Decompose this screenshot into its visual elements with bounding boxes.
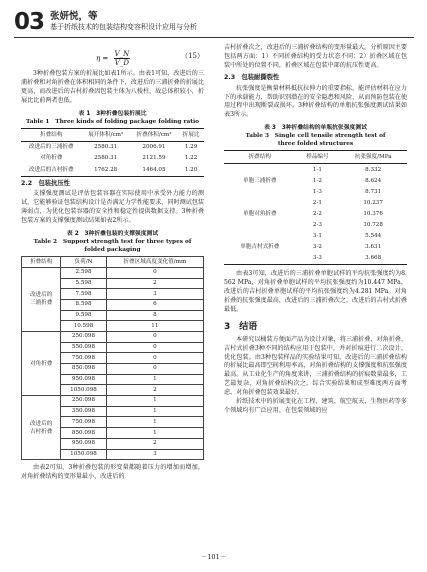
table-cell: 3-1 [312,233,322,240]
table3-caption-en-line2: three folded structures [277,140,354,147]
table-cell: 2121.59 [142,155,166,162]
table3-tensile-strength [224,150,407,265]
table-header-cell: 折叠结构 [21,129,82,142]
paragraph-folding-ratio: 3种折叠包装方案的折展比如表1所示。由表1可知，改进后的三浦折叠和对角折叠在体积相同的条件下，改进后的三浦折叠的折展比更高，而改进后的吉村折叠因包装主体为八棱柱，故总体积较小，折展比比前两者也低。 [21,70,204,104]
table2-group-name [22,267,61,331]
table-header-cell: 样品编号 [296,151,340,164]
table-cell: 1 [106,417,203,428]
table-cell: 7.598 [61,289,106,300]
table-cell: 3.668 [365,255,382,262]
table-cell: 2-1 [312,199,322,206]
table-header-cell: 负荷/N [61,257,106,268]
table-cell: 2 [106,278,203,289]
table2-group-name [22,331,61,395]
table-cell: 改进后的三浦折叠 [28,144,74,151]
table-cell: 6 [106,299,203,310]
table-cell: 8.598 [61,299,106,310]
table-header-cell: 折叠区域高度变化值/mm [106,257,203,268]
table-cell: 3-3 [312,255,322,262]
running-head-article-title: 基于折纸技术的包装结构变容积设计应用与分析 [50,23,197,31]
table-cell: 1 [106,428,203,439]
running-head-authors: 张妍悦，等 [50,11,98,22]
table-cell: 2006.91 [142,144,166,151]
table-cell: 0 [106,267,203,278]
table-cell: 10.598 [61,321,106,332]
table1-folding-ratio [21,128,204,176]
table-cell: 3 [106,449,203,460]
table-cell: 1-2 [312,177,322,184]
table-cell: 750.098 [61,417,106,428]
table3-caption-cn: 表 3 3种折叠结构的单瓶抗张强度测试 [264,125,367,132]
table-cell: 8 [106,310,203,321]
equation-numerator: V_N [114,50,130,58]
table-cell: 950.098 [61,374,106,385]
table-cell: 10.376 [363,210,383,217]
table-cell: 对角折叠 [40,155,63,162]
table-cell: 350.098 [61,406,106,417]
table-cell: 3 [106,289,203,300]
table-cell: 9.598 [61,310,106,321]
paragraph-outlook: 折纸技术中的折展变化在工程、建筑、航空航天、生物医药等多个领域均有广泛应用，在包装领域的应 [224,398,407,414]
table-cell: 2-2 [312,210,322,217]
table-cell: 1.29 [184,144,198,151]
table2-group-name [22,396,61,460]
paragraph-table2-analysis: 由表2可知，3种折叠包装的形变量都随着压力的增加而增加，对角折叠结构的变形量最小，改进后的 [21,464,204,481]
equation-fraction [114,50,131,67]
equation-denominator: V_D [114,59,129,67]
table-cell: 10.237 [363,199,383,206]
table2-caption-en [21,239,204,254]
table-cell: 0 [106,353,203,364]
table-cell: 1762.28 [94,166,118,173]
table-header-row [224,151,407,164]
table-cell: 10.728 [363,222,383,228]
section-heading-2-2: 2.2 包装抗压性 [21,179,70,187]
table-cell: 1464.05 [142,166,166,173]
table-cell: 1-1 [312,166,322,173]
table1-caption-en: Table 1 Three kinds of folding package folding ratio [25,118,200,125]
equation-number: （15） [181,52,204,60]
group-name-line2: 三浦折叠 [29,300,53,307]
table-cell: 1 [106,396,203,407]
equation-lhs: η = [96,54,109,63]
table3-caption-en [224,133,407,148]
table-cell: 250.098 [61,396,106,407]
table-row [21,142,204,154]
table-cell: 8.731 [365,188,382,195]
paragraph-conclusion: 本研究以桶装方便面产品为设计对象，将三浦折叠、对角折叠、吉村式折叠3种不同的结构应用于包装中，并对折痕进行二次设计、优化包装。由3种包装样品的实验结果可知，改进后的三浦折叠结构的折展比最高即空间利用率高，对角折叠结构的支撑强度和抗张强度最高。从工业化生产的角度来讲，三浦折叠结构的折痕数量最多，工艺最复杂，对角折叠结构次之。综合实验结果和成型难度两方面考虑，对角折叠包装效果最好。 [224,335,407,397]
table-cell: 3-2 [312,244,322,251]
table-cell: 2-3 [312,222,322,228]
table-row [21,153,204,164]
table-cell: 850.098 [61,428,106,439]
header-rule [14,37,414,38]
table-cell: 0 [106,331,203,342]
table-cell: 5.544 [365,233,382,240]
table-cell: 0 [106,342,203,353]
table-row [224,198,407,209]
paragraph-table3-analysis: 由表3可知，改进后的三浦折叠单胞试样的平均抗张强度约为8.562 MPa，对角折叠单胞试样的平均抗张强度约为10.447 MPa，改进后的吉村折叠单胞试样的平均抗张强度约为4.281 MPa。对角折叠的抗张强度最高，改进后的三浦折叠次之，改进后的吉村式折叠最低。 [224,270,407,313]
table3-group-name: 单胞三浦折叠 [242,177,277,184]
left-column [21,44,204,482]
table-row [21,164,204,176]
table-cell: 1 [106,406,203,417]
table-row [224,164,407,176]
table3-group-name: 单胞吉村式折叠 [240,244,280,251]
table-cell: 250.098 [61,331,106,342]
table-cell: 2580.31 [94,155,118,162]
table-cell: 11 [106,321,203,332]
table-cell: 2 [106,438,203,449]
right-column [224,44,407,416]
table-cell: 1 [106,374,203,385]
table-cell: 8.332 [365,166,382,173]
paragraph-deformation-reasons: 吉村折叠次之，改进后的三浦折叠结构的变形量最大。分析原因主要包括两方面：1）不同折叠结构的受力状态不同；2）折叠区域在包装中所处的位置不同，折叠区域在包装中部的抗压性更高。 [224,44,407,69]
table-cell: 850.098 [61,364,106,375]
table-header-row [21,129,204,142]
table-header-cell: 展开体积/cm³ [82,129,130,142]
table-cell: 2.598 [61,267,106,278]
group-name-line1: 改进后的 [29,292,53,299]
table3-group-name: 单胞对角折叠 [242,210,277,217]
table2-caption-en-line1: Table 2 Support strength test for three types of [33,238,192,245]
table-cell: 550.098 [61,342,106,353]
table2-caption-cn: 表 2 3种折叠包装的支撑强度测试 [66,231,159,238]
table-cell: 750.098 [61,353,106,364]
table-header-cell: 折叠结构 [224,151,296,164]
table-cell: 1-3 [312,188,322,195]
section-heading-3-conclusion: 3 结语 [224,321,258,332]
table-row [22,331,204,342]
group-name-line1: 对角折叠 [29,360,53,367]
table2-support-strength [21,256,204,460]
table-cell: 2580.31 [94,144,118,151]
table-header-cell: 折叠体积/cm³ [130,129,178,142]
table-header-cell: 折叠结构 [22,257,61,268]
table-header-row [22,257,204,268]
paragraph-tear-resistance: 抗张强度是衡量材料抵抗拉伸力的重要指标，能评估材料在应力下的承载能力，帮助识别潜在的安全隐患和风险，从而预防包装在使用过程中出现断裂或损坏。3种折叠结构的单瓶抗张强度测试结果如表3所示。 [224,84,407,119]
table-cell: 5.598 [61,278,106,289]
table-cell: 1050.098 [61,449,106,460]
table1-caption-cn: 表 1 3种折叠包装折展比 [78,110,147,117]
equation-15 [21,44,204,70]
table-row [22,396,204,407]
table-cell: 0 [106,364,203,375]
table-cell: 1.22 [184,155,198,162]
group-name-line1: 改进后的 [29,420,53,427]
paragraph-compression: 支撑强度测试是评估包装容器在实际使用中承受外力能力的测试，它能够验证包装结构设计是否满足力学性能要求，同时测试包装薄弱点，为优化包装容器的安全性和稳定性提供数据支持。3种折叠包装方案的支撑强度测试结果如表2所示。 [21,190,204,225]
table-header-cell: 抗张强度/MPa [339,151,407,164]
table2-caption-en-line2: folded packaging [84,246,141,253]
table-cell: 2 [106,385,203,396]
table3-caption-en-line1: Table 3 Single cell tensile strength test of [245,133,386,140]
table-cell: 950.098 [61,438,106,449]
table-cell: 1.20 [184,166,198,173]
page-number: －101－ [200,553,227,561]
table-cell: 3.631 [365,244,382,251]
issue-number: 03 [14,9,45,35]
table-cell: 1050.098 [61,385,106,396]
table-cell: 8.624 [365,177,382,184]
group-name-line2: 吉村折叠 [29,428,53,435]
table-row [22,267,204,278]
table-header-cell: 折展比 [178,129,204,142]
section-heading-2-3: 2.3 包装耐撕裂性 [224,73,280,81]
table-row [224,231,407,242]
table-cell: 改进后的吉村折叠 [28,166,74,173]
equation-body [96,50,130,67]
